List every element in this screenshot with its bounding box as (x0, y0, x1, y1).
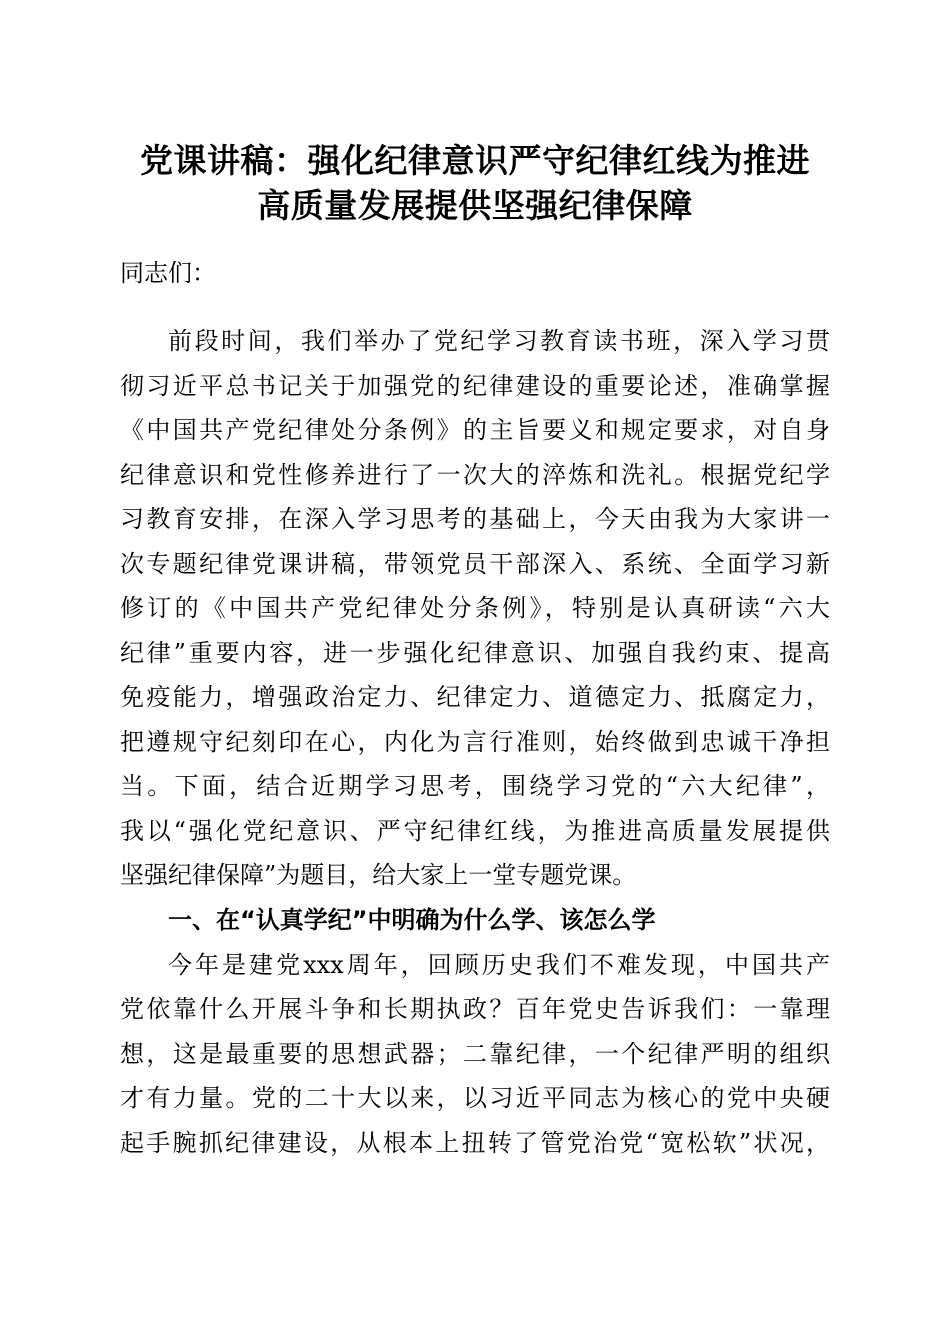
paragraph-1-line-1: 前段时间，我们举办了党纪学习教育读书班，深入学习贯 (168, 327, 830, 355)
paragraph-2-line-3: 想，这是最重要的思想武器；二靠纪律，一个纪律严明的组织 (120, 1040, 830, 1068)
document-title-line-1: 党课讲稿：强化纪律意识严守纪律红线为推进 (140, 141, 810, 180)
paragraph-2-line-4: 才有力量。党的二十大以来，以习近平同志为核心的党中央硬 (120, 1084, 830, 1112)
paragraph-1-line-4: 纪律意识和党性修养进行了一次大的淬炼和洗礼。根据党纪学 (120, 461, 830, 489)
paragraph-1-line-2: 彻习近平总书记关于加强党的纪律建设的重要论述，准确掌握 (120, 372, 830, 400)
paragraph-1-line-11: 当。下面，结合近期学习思考，围绕学习党的“六大纪律”， (120, 772, 830, 800)
paragraph-1-line-7: 修订的《中国共产党纪律处分条例》，特别是认真研读“六大 (120, 594, 830, 622)
paragraph-2-line-2: 党依靠什么开展斗争和长期执政？百年党史告诉我们：一靠理 (120, 995, 830, 1023)
paragraph-1-line-5: 习教育安排，在深入学习思考的基础上，今天由我为大家讲一 (120, 505, 830, 533)
salutation: 同志们： (120, 259, 216, 287)
section-1-heading: 一、在“认真学纪”中明确为什么学、该怎么学 (168, 906, 656, 934)
document-title-line-2: 高质量发展提供坚强纪律保障 (257, 186, 693, 225)
paragraph-2-line-5: 起手腕抓纪律建设，从根本上扭转了管党治党“宽松软”状况， (120, 1129, 830, 1157)
paragraph-1-line-12: 我以“强化党纪意识、严守纪律红线，为推进高质量发展提供 (120, 817, 830, 845)
paragraph-2-line-1: 今年是建党xxx周年，回顾历史我们不难发现，中国共产 (168, 951, 830, 979)
paragraph-1-line-9: 免疫能力，增强政治定力、纪律定力、道德定力、抵腐定力， (120, 683, 830, 711)
paragraph-1-line-6: 次专题纪律党课讲稿，带领党员干部深入、系统、全面学习新 (120, 550, 830, 578)
paragraph-1-line-13: 坚强纪律保障”为题目，给大家上一堂专题党课。 (120, 861, 637, 889)
paragraph-1-line-10: 把遵规守纪刻印在心，内化为言行准则，始终做到忠诚干净担 (120, 728, 830, 756)
paragraph-1-line-8: 纪律”重要内容，进一步强化纪律意识、加强自我约束、提高 (120, 639, 830, 667)
paragraph-1-line-3: 《中国共产党纪律处分条例》的主旨要义和规定要求，对自身 (120, 416, 830, 444)
